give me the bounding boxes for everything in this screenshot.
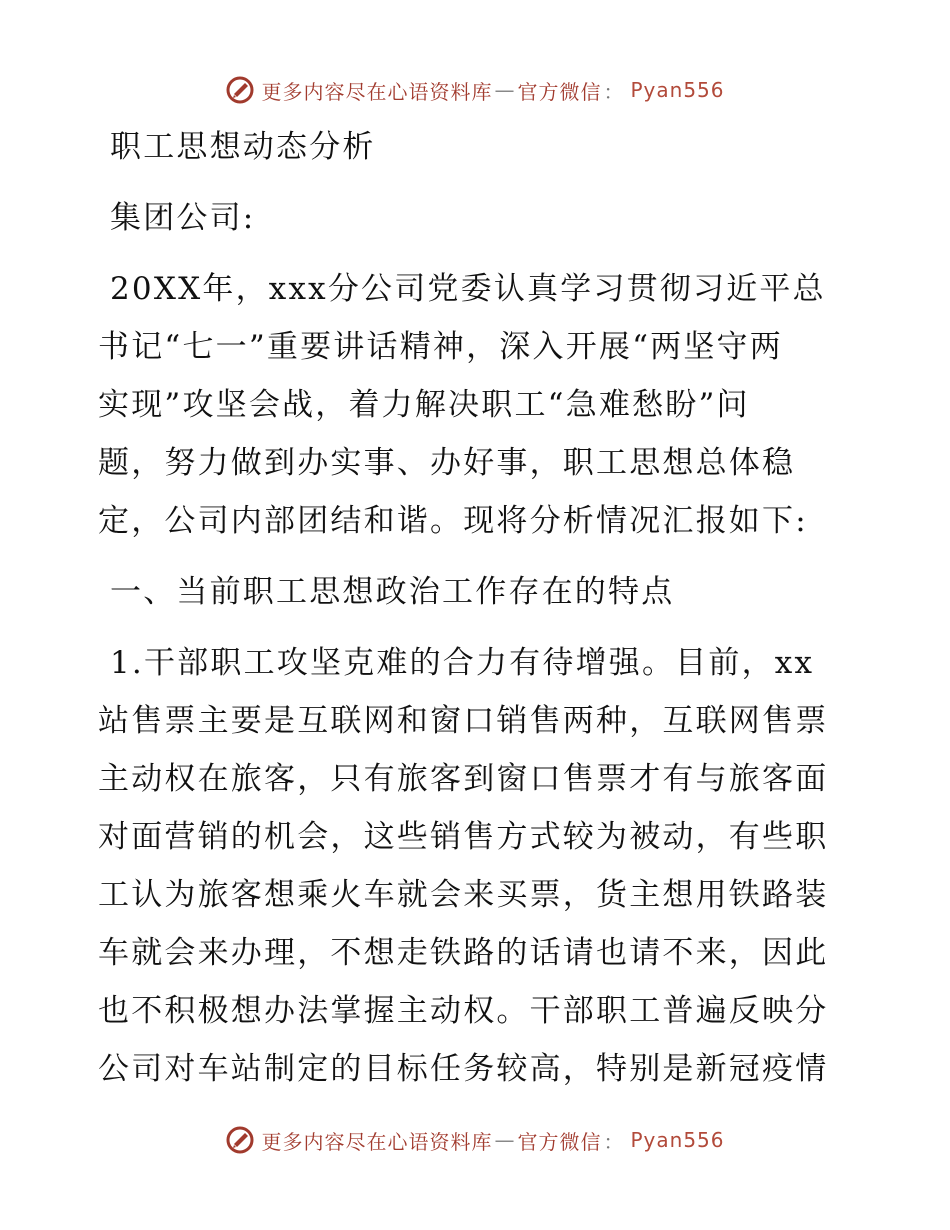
paragraph-line: 实现”攻坚会战，着力解决职工“急难愁盼”问	[98, 387, 750, 423]
intro-paragraph	[98, 260, 858, 550]
watermark-dash: —	[494, 78, 516, 102]
paragraph-line: 车就会来办理，不想走铁路的话请也请不来，因此	[98, 935, 829, 971]
paragraph-line: 工认为旅客想乘火车就会来买票，货主想用铁路装	[98, 877, 829, 913]
logo-icon	[225, 1125, 255, 1155]
paragraph-line: 定，公司内部团结和谐。现将分析情况汇报如下:	[98, 503, 808, 539]
paragraph-line: 题，努力做到办实事、办好事，职工思想总体稳	[98, 445, 796, 481]
paragraph-line: 书记“七一”重要讲话精神，深入开展“两坚守两	[98, 329, 783, 365]
paragraph-line: 20XX年，xxx分公司党委认真学习贯彻习近平总	[110, 271, 826, 307]
watermark-wechat-label: 官方微信	[517, 79, 602, 104]
salutation: 集团公司:	[110, 200, 256, 236]
watermark-text: 更多内容尽在心语资料库	[261, 1129, 493, 1154]
watermark-wechat-label: 官方微信	[517, 1129, 602, 1154]
paragraph-line: 对面营销的机会，这些销售方式较为被动，有些职	[98, 819, 829, 855]
watermark-wechat-id: Pyan556	[630, 78, 725, 102]
watermark-text: 更多内容尽在心语资料库	[261, 79, 493, 104]
paragraph-line: 站售票主要是互联网和窗口销售两种，互联网售票	[98, 703, 829, 739]
paragraph-line: 主动权在旅客，只有旅客到窗口售票才有与旅客面	[98, 761, 829, 797]
logo-icon	[225, 75, 255, 105]
section-heading: 一、当前职工思想政治工作存在的特点	[110, 574, 675, 610]
watermark-dash: —	[494, 1128, 516, 1152]
document-body	[98, 118, 858, 1098]
paragraph-line: 公司对车站制定的目标任务较高，特别是新冠疫情	[98, 1051, 829, 1087]
paragraph-line: 也不积极想办法掌握主动权。干部职工普遍反映分	[98, 993, 829, 1029]
watermark-banner-bottom	[0, 1120, 950, 1160]
watermark-colon: ：	[603, 1129, 625, 1154]
watermark-wechat-id: Pyan556	[630, 1128, 725, 1152]
watermark-colon: ：	[603, 79, 625, 104]
point-paragraph	[98, 634, 858, 1098]
paragraph-line: 1.干部职工攻坚克难的合力有待增强。目前，xx	[110, 645, 815, 681]
watermark-banner-top	[0, 70, 950, 110]
document-title: 职工思想动态分析	[110, 129, 376, 165]
